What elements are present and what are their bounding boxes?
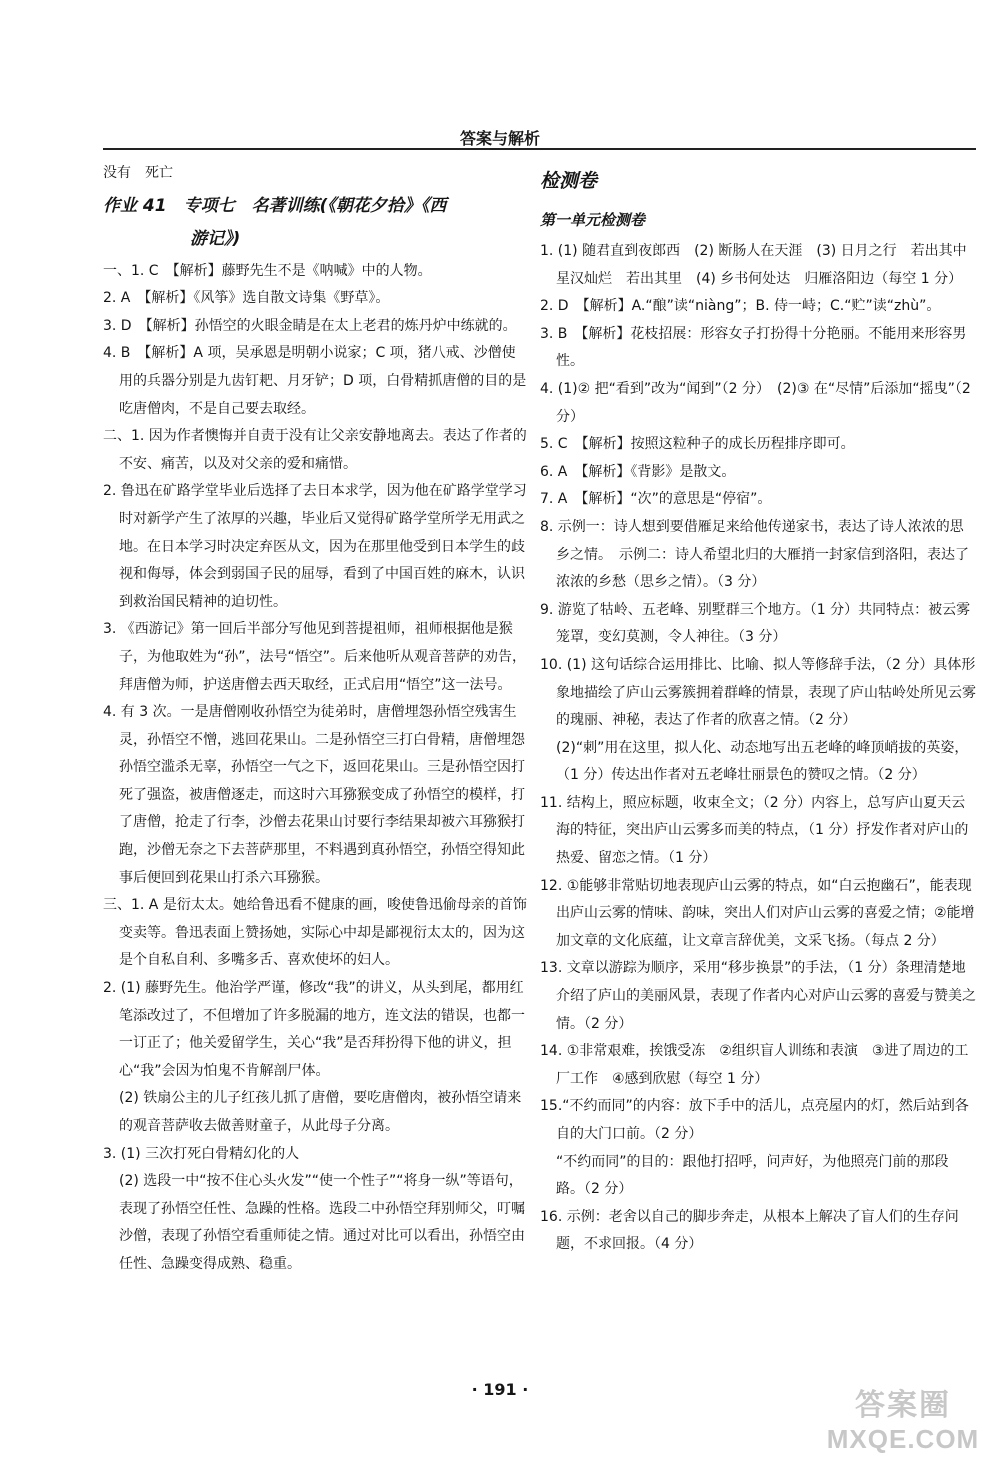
answer-item: 13. 文章以游踪为顺序，采用“移步换景”的手法，（1 分）条理清楚地介绍了庐山的美丽风景，表现了作者内心对庐山云雾的喜爱与赞美之情。（2 分） <box>540 960 976 1032</box>
header-title: 答案与解析 <box>459 129 540 148</box>
answer-item: 2. A 【解析】《风筝》选自散文诗集《野草》。 <box>103 290 390 307</box>
answer-item: 12. ①能够非常贴切地表现庐山云雾的特点，如“白云抱幽石”，能表现出庐山云雾的情味、韵味，突出人们对庐山云雾的喜爱之情；②能增加文章的文化底蕴，让文章言辞优美，文采飞扬。（每点 2 分） <box>540 877 975 949</box>
answer-item: 11. 结构上，照应标题，收束全文；（2 分）内容上，总写庐山夏天云海的特征，突出庐山云雾多而美的特点，（1 分）抒发作者对庐山的热爱、留恋之情。（1 分） <box>540 794 969 867</box>
answer-item: 3. D 【解析】孙悟空的火眼金睛是在太上老君的炼丹炉中练就的。 <box>103 317 517 334</box>
watermark-logo <box>808 1388 998 1454</box>
answer-item: 二、1. 因为作者懊悔并自责于没有让父亲安静地离去。表达了作者的不安、痛苦，以及对父亲的爱和痛惜。 <box>103 428 527 472</box>
answer-item: 5. C 【解析】按照这粒种子的成长历程排序即可。 <box>540 436 855 453</box>
left-column <box>103 160 528 1279</box>
answer-item: 3. B 【解析】花枝招展：形容女子打扮得十分艳丽。不能用来形容男性。 <box>540 325 967 370</box>
answer-item: 16. 示例：老舍以自己的脚步奔走，从根本上解决了盲人们的生存问题，不求回报。（4 分） <box>540 1208 959 1253</box>
answer-item: 7. A 【解析】“次”的意思是“停宿”。 <box>540 491 772 508</box>
answer-item: 3. (1) 三次打死白骨精幻化的人 <box>103 1145 300 1162</box>
answer-item: 10. (1) 这句话综合运用排比、比喻、拟人等修辞手法，（2 分）具体形象地描绘了庐山云雾簇拥着群峰的情景，表现了庐山牯岭处所见云雾的瑰丽、神秘，表达了作者的欣喜之情。（2 分） <box>540 656 976 729</box>
answer-item: 9. 游览了牯岭、五老峰、别墅群三个地方。（1 分）共同特点：被云雾笼罩，变幻莫测，令人神往。（3 分） <box>540 601 971 646</box>
answer-subitem: (2) 铁扇公主的儿子红孩儿抓了唐僧，要吃唐僧肉，被孙悟空请来的观音菩萨收去做善财童子，从此母子分离。 <box>119 1090 522 1134</box>
unit-title: 第一单元检测卷 <box>540 211 646 229</box>
section-title: 检测卷 <box>540 170 598 192</box>
homework-title-line1: 作业 41 专项七 名著训练(《朝花夕拾》《西 <box>103 195 447 216</box>
answer-item: 8. 示例一：诗人想到要借雁足来给他传递家书，表达了诗人浓浓的思乡之情。 示例二：诗人希望北归的大雁捎一封家信到洛阳，表达了浓浓的乡愁（思乡之情）。（3 分） <box>540 518 969 591</box>
watermark-bottom: MXQE.COM <box>826 1424 980 1454</box>
answer-item: 2. 鲁迅在矿路学堂毕业后选择了去日本求学，因为他在矿路学堂学习时对新学产生了浓厚的兴趣，毕业后又觉得矿路学堂所学无用武之地。在日本学习时决定弃医从文，因为在那里他受到日本学生的歧视和侮辱，体会到弱国子民的屈辱，看到了中国百姓的麻木，认识到救治国民精神的迫切性。 <box>103 483 527 610</box>
answer-item: 4. B 【解析】A 项，吴承恩是明朝小说家；C 项，猪八戒、沙僧使用的兵器分别是九齿钉耙、月牙铲；D 项，白骨精抓唐僧的目的是吃唐僧肉，不是自己要去取经。 <box>103 345 527 417</box>
watermark-top: 答案圈 <box>855 1389 951 1422</box>
answer-item: 3. 《西游记》第一回后半部分写他见到菩提祖师，祖师根据他是猴子，为他取姓为“孙”，法号“悟空”。后来他听从观音菩萨的劝告，拜唐僧为师，护送唐僧去西天取经，正式启用“悟空”这一法号。 <box>103 621 527 693</box>
right-column <box>540 160 981 1259</box>
answer-item: 4. (1)② 把“看到”改为“闻到”（2 分） (2)③ 在“尽情”后添加“摇曳”（2 分） <box>540 380 971 425</box>
answer-item: 15.“不约而同”的内容：放下手中的活儿，点亮屋内的灯，然后站到各自的大门口前。（2 分） <box>540 1098 969 1142</box>
answer-subitem: (2)“刺”用在这里，拟人化、动态地写出五老峰的峰顶峭拔的英姿，（1 分）传达出作者对五老峰壮丽景色的赞叹之情。（2 分） <box>556 739 969 784</box>
answer-item: 一、1. C 【解析】藤野先生不是《呐喊》中的人物。 <box>103 262 432 279</box>
intro-line: 没有 死亡 <box>103 165 173 181</box>
header-rule <box>103 148 976 150</box>
homework-title <box>103 190 528 256</box>
answer-item: 三、1. A 是衍太太。她给鲁迅看不健康的画，唆使鲁迅偷母亲的首饰变卖等。鲁迅表面上赞扬她，实际心中却是鄙视衍太太的，因为这是个自私自利、多嘴多舌、喜欢使坏的妇人。 <box>103 897 527 969</box>
answer-item: 2. D 【解析】A.“酿”读“niàng”；B. 侍一峙；C.“贮”读“zhù”。 <box>540 298 941 315</box>
answer-item: 2. (1) 藤野先生。他治学严谨，修改“我”的讲义，从头到尾，都用红笔添改过了，不但增加了许多脱漏的地方，连文法的错误，也都一一订正了；他关爱留学生，关心“我”是否拜扮得下他的讲义，担心“我”会因为怕鬼不肯解剖尸体。 <box>103 980 525 1079</box>
answer-subitem: (2) 选段一中“按不住心头火发”“使一个性子”“将身一纵”等语句，表现了孙悟空任性、急躁的性格。选段二中孙悟空拜别师父，叮嘱沙僧，表现了孙悟空看重师徒之情。通过对比可以看出，孙悟空由任性、急躁变得成熟、稳重。 <box>119 1173 525 1272</box>
answer-subitem: “不约而同”的目的：跟他打招呼，问声好，为他照亮门前的那段路。（2 分） <box>556 1153 949 1198</box>
page-number: · 191 · <box>471 1380 529 1399</box>
answer-item: 1. (1) 随君直到夜郎西 (2) 断肠人在天涯 (3) 日月之行 若出其中 星汉灿烂 若出其里 (4) 乡书何处达 归雁洛阳边（每空 1 分） <box>540 243 981 287</box>
answer-item: 4. 有 3 次。一是唐僧刚收孙悟空为徒弟时，唐僧埋怨孙悟空残害生灵，孙悟空不憎，逃回花果山。二是孙悟空三打白骨精，唐僧埋怨孙悟空滥杀无辜，孙悟空一气之下，返回花果山。三是孙悟空因打死了强盗，被唐僧逐走，而这时六耳猕猴变成了孙悟空的模样，打了唐僧，抢走了行李，沙僧去花果山讨要行李结果却被六耳猕猴打跑，沙僧无奈之下去菩萨那里，不料遇到真孙悟空，孙悟空得知此事后便回到花果山打杀六耳猕猴。 <box>103 704 525 886</box>
answer-item: 6. A 【解析】《背影》是散文。 <box>540 463 736 480</box>
homework-title-line2: 游记》) <box>190 228 241 249</box>
answer-item: 14. ①非常艰难，挨饿受冻 ②组织盲人训练和表演 ③进了周边的工厂工作 ④感到欣慰（每空 1 分） <box>540 1043 969 1087</box>
